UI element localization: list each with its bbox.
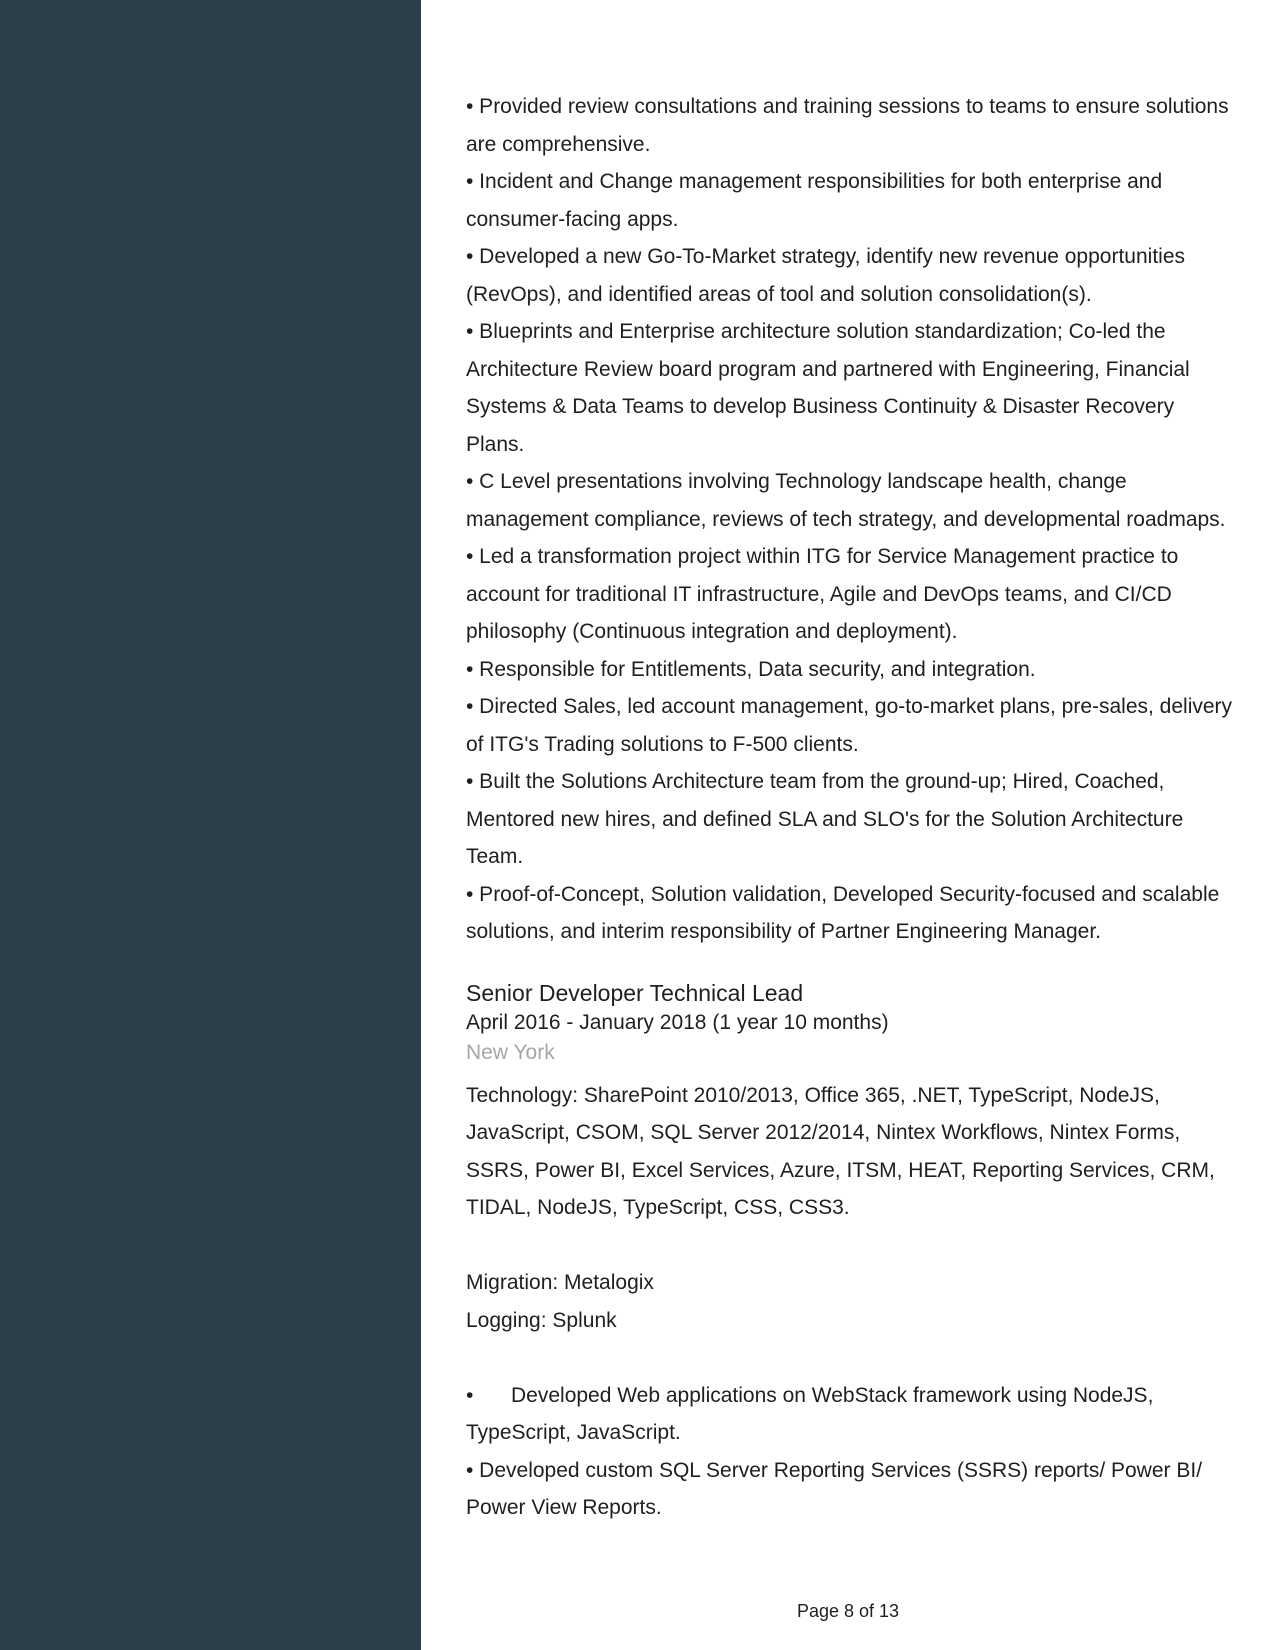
bullet-item: • Blueprints and Enterprise architecture solution standardization; Co-led the Architecture Review board program and partnered with Engineering, Financial Systems & Data Teams to develop Business Continuity & Disaster Recovery Plans. (466, 320, 1190, 456)
bullet-item: • Responsible for Entitlements, Data security, and integration. (466, 657, 1036, 681)
bullet-text: Developed Web applications on WebStack framework using NodeJS, TypeScript, JavaScript. (466, 1383, 1154, 1444)
bullet-item: • Developed a new Go-To-Market strategy, identify new revenue opportunities (RevOps), and identified areas of tool and solution consolidation(s). (466, 245, 1186, 306)
bullet-item: • Provided review consultations and training sessions to teams to ensure solutions are comprehensive. (466, 95, 1229, 156)
role-dates: April 2016 - January 2018 (1 year 10 months) (466, 1010, 889, 1034)
bullet-item: • Built the Solutions Architecture team from the ground-up; Hired, Coached, Mentored new hires, and defined SLA and SLO's for the Solution Architecture Team. (466, 770, 1184, 868)
bullet-item: • Led a transformation project within ITG for Service Management practice to account for traditional IT infrastructure, Agile and DevOps teams, and CI/CD philosophy (Continuous integration and deployment). (466, 545, 1179, 643)
bullet-marker: • (466, 1383, 474, 1407)
migration-line: Migration: Metalogix (466, 1271, 654, 1294)
logging-line: Logging: Splunk (466, 1308, 617, 1332)
bullet-item-indented (466, 1377, 1236, 1452)
technology-block (466, 1077, 1236, 1527)
page-number: Page 8 of 13 (796, 1601, 900, 1621)
bullet-item: • Proof-of-Concept, Solution validation, Developed Security-focused and scalable solutions, and interim responsibility of Partner Engineering Manager. (466, 882, 1220, 943)
sidebar-panel (0, 0, 421, 1650)
resume-content (466, 88, 1236, 1527)
technology-list: Technology: SharePoint 2010/2013, Office 365, .NET, TypeScript, NodeJS, JavaScript, CSOM, SQL Server 2012/2014, Nintex Workflows, Nintex Forms, SSRS, Power BI, Excel Services, Azure, ITSM, HEAT, Reporting Services, CRM, TIDAL, NodeJS, TypeScript, CSS, CSS3. (466, 1083, 1215, 1219)
bullet-item: • Developed custom SQL Server Reporting Services (SSRS) reports/ Power BI/ Power View Reports. (466, 1458, 1203, 1519)
bullet-item: • Incident and Change management responsibilities for both enterprise and consumer-facing apps. (466, 170, 1163, 231)
bullet-item: • C Level presentations involving Technology landscape health, change management compliance, reviews of tech strategy, and developmental roadmaps. (466, 470, 1226, 531)
role-location: New York (466, 1040, 555, 1064)
bullet-item: • Directed Sales, led account management, go-to-market plans, pre-sales, delivery of ITG's Trading solutions to F-500 clients. (466, 695, 1233, 756)
role-title: Senior Developer Technical Lead (466, 979, 804, 1006)
